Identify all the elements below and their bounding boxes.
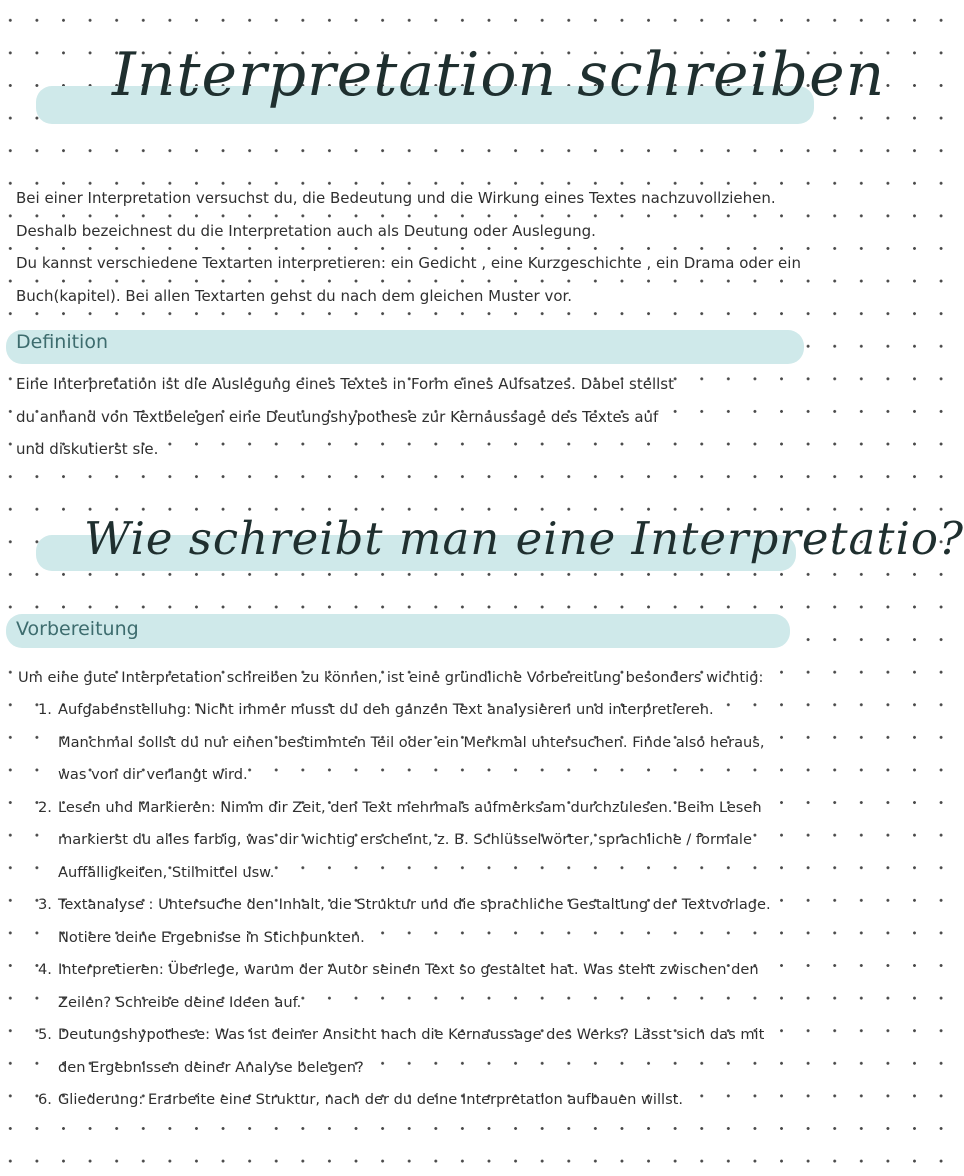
intro-paragraph-1: Bei einer Interpretation versuchst du, die Bedeutung und die Wirkung eines Textes nachzuvollziehen. Deshalb bezeichnest du die Interpretation auch als Deutung oder Auslegung. xyxy=(16,189,776,240)
step-number: 2. xyxy=(38,798,52,816)
step-number: 1. xyxy=(38,701,52,718)
step-text: Aufgabenstellung: Nicht immer musst du den ganzen Text analysieren und interpretieren. Manchmal sollst du nur einen bestimmten Teil oder ein Merkmal untersuchen. Finde also heraus, was von dir verlangt wird. xyxy=(58,701,765,783)
list-item xyxy=(38,954,778,1019)
step-text: Textanalyse : Untersuche den Inhalt, die Struktur und die sprachliche Gestaltung der Textvorlage. Notiere deine Ergebnisse in Stichpunkten. xyxy=(58,896,771,946)
list-item xyxy=(38,1084,778,1117)
list-item xyxy=(38,792,778,890)
step-number: 3. xyxy=(38,896,52,913)
page-title: Interpretation schreiben xyxy=(112,40,886,110)
list-item xyxy=(38,889,778,954)
preparation-intro: Um eine gute Interpretation schreiben zu können, ist eine gründliche Vorbereitung besonders wichtig: xyxy=(18,669,764,686)
intro-paragraph-2: Du kannst verschiedene Textarten interpretieren: ein Gedicht , eine Kurzgeschichte , ein Drama oder ein Buch(kapitel). Bei allen Textarten gehst du nach dem gleichen Muster vor. xyxy=(16,254,801,305)
list-item xyxy=(38,694,778,792)
step-text: Interpretieren: Überlege, warum der Autor seinen Text so gestaltet hat. Was steht zwischen den Zeilen? Schreibe deine Ideen auf. xyxy=(58,961,759,1011)
step-text: Lesen und Markieren: Nimm dir Zeit, den Text mehrmals aufmerksam durchzulesen. Beim Lesen markierst du alles farbig, was dir wichtig erscheint, z. B. Schlüsselwörter, sprachliche / formale Auffälligkeiten, Stilmittel usw. xyxy=(58,798,762,881)
definition-highlight-band xyxy=(6,330,804,364)
list-item xyxy=(38,1019,778,1084)
step-text: Gliederung: Erarbeite eine Struktur, nach der du deine Interpretation aufbauen willst. xyxy=(58,1091,684,1108)
step-number: 5. xyxy=(38,1026,52,1043)
preparation-steps-list xyxy=(38,694,778,1117)
step-number: 6. xyxy=(38,1091,52,1108)
step-text: Deutungshypothese: Was ist deiner Ansicht nach die Kernaussage des Werks? Lässt sich das mit den Ergebnissen deiner Analyse belegen? xyxy=(58,1026,765,1076)
step-number: 4. xyxy=(38,961,52,978)
how-title: Wie schreibt man eine Interpretatio? xyxy=(84,512,964,565)
definition-text: Eine Interpretation ist die Auslegung eines Textes in Form eines Aufsatzes. Dabei stellst du anhand von Textbelegen eine Deutungshypothese zur Kernaussage des Textes auf und diskutierst sie. xyxy=(16,375,674,458)
preparation-heading: Vorbereitung xyxy=(16,618,139,640)
definition-heading: Definition xyxy=(16,331,109,353)
